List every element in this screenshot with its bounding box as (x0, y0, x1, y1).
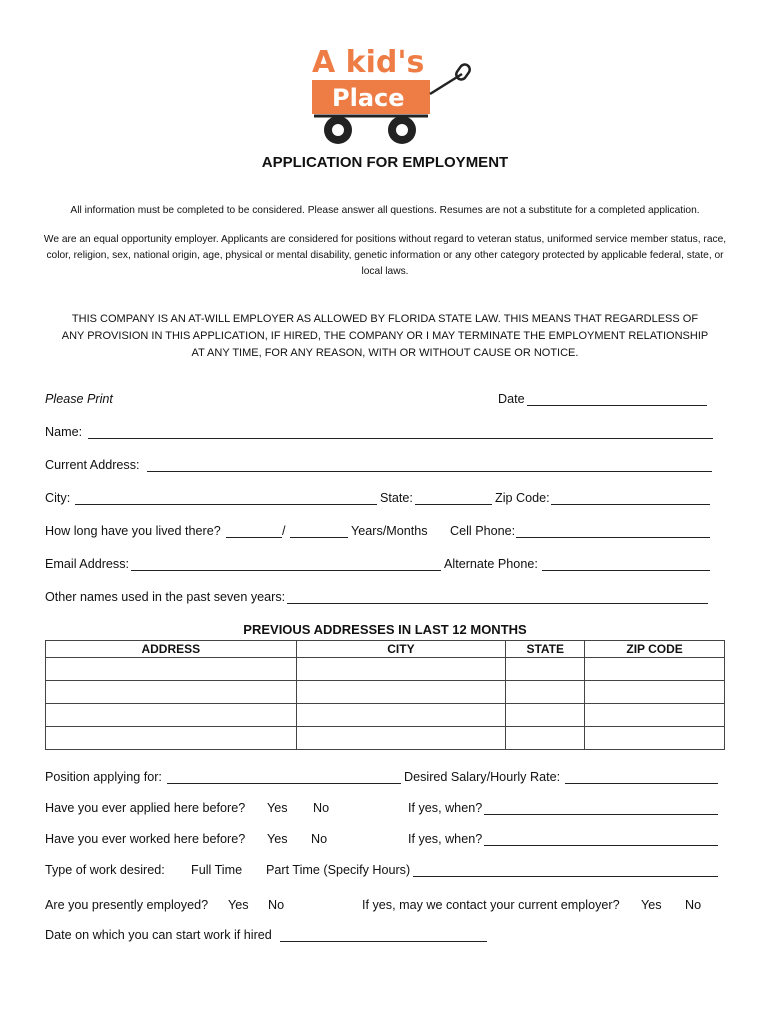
city-cell[interactable] (296, 704, 506, 727)
table-row (46, 658, 725, 681)
may-contact-no-option[interactable]: No (685, 898, 702, 912)
at-will-statement: THIS COMPANY IS AN AT-WILL EMPLOYER AS ALLOWED BY FLORIDA STATE LAW. THIS MEANS THAT REGARDLESS OF ANY PROVISION IN THIS APPLICATION, IF HIRED, THE COMPANY OR I MAY TERMINATE THE EMPLOYMENT RELATIONSHIP AT ANY TIME, FOR ANY REASON, WITH OR WITHOUT CAUSE OR NOTICE. (61, 313, 709, 359)
other-names-label: Other names used in the past seven years: (45, 590, 286, 604)
presently-employed-label: Are you presently employed? (45, 898, 209, 912)
logo-line2: Place (332, 84, 405, 112)
name-label: Name: (45, 425, 83, 439)
position-label: Position applying for: (45, 770, 162, 784)
may-contact-yes-option[interactable]: Yes (641, 898, 662, 912)
please-print-label: Please Print (45, 392, 113, 406)
city-field[interactable] (75, 504, 377, 505)
state-label: State: (380, 491, 413, 505)
presently-employed-no-option[interactable]: No (268, 898, 285, 912)
wagon-logo-graphic (300, 40, 480, 152)
table-row (46, 681, 725, 704)
date-label: Date (498, 392, 525, 406)
state-cell[interactable] (506, 658, 585, 681)
applied-when-field[interactable] (484, 814, 718, 815)
alternate-phone-label: Alternate Phone: (444, 557, 538, 571)
intro-instructions: All information must be completed to be considered. Please answer all questions. Resumes are not a substitute for a completed application. (70, 205, 700, 216)
email-field[interactable] (131, 570, 441, 571)
city-label: City: (45, 491, 71, 505)
table-header-row (46, 641, 725, 658)
years-months-label: Years/Months (351, 524, 428, 538)
column-header-zip: ZIP CODE (585, 641, 725, 658)
page-title: APPLICATION FOR EMPLOYMENT (261, 154, 509, 171)
salary-field[interactable] (565, 783, 718, 784)
how-long-label: How long have you lived there? (45, 524, 221, 538)
table-row (46, 704, 725, 727)
salary-label: Desired Salary/Hourly Rate: (404, 770, 561, 784)
address-cell[interactable] (46, 727, 297, 750)
zip-cell[interactable] (585, 658, 725, 681)
hours-field[interactable] (413, 876, 718, 877)
city-cell[interactable] (296, 681, 506, 704)
applied-before-label: Have you ever applied here before? (45, 801, 246, 815)
zip-cell[interactable] (585, 681, 725, 704)
city-cell[interactable] (296, 727, 506, 750)
slash-separator: / (282, 524, 286, 538)
state-cell[interactable] (506, 727, 585, 750)
logo-wheel-left-hub (332, 124, 344, 136)
cell-phone-label: Cell Phone: (450, 524, 516, 538)
city-cell[interactable] (296, 658, 506, 681)
name-field[interactable] (88, 438, 713, 439)
email-label: Email Address: (45, 557, 129, 571)
current-address-label: Current Address: (45, 458, 140, 472)
applied-before-no-option[interactable]: No (313, 801, 330, 815)
years-field[interactable] (226, 537, 282, 538)
eeo-statement: We are an equal opportunity employer. Applicants are considered for positions without regard to veteran status, uniformed service member status, race, color, religion, sex, national origin, age, physical or mental disability, genetic information or any other category protected by applicable federal, state, or local laws. (43, 234, 727, 277)
worked-before-yes-option[interactable]: Yes (267, 832, 288, 846)
column-header-city: CITY (296, 641, 506, 658)
other-names-field[interactable] (287, 603, 708, 604)
worked-before-no-option[interactable]: No (311, 832, 328, 846)
months-field[interactable] (290, 537, 348, 538)
applied-when-label: If yes, when? (408, 801, 483, 815)
date-field[interactable] (527, 405, 707, 406)
worked-when-field[interactable] (484, 845, 718, 846)
may-contact-label: If yes, may we contact your current employer? (362, 898, 620, 912)
previous-addresses-title: PREVIOUS ADDRESSES IN LAST 12 MONTHS (243, 622, 527, 637)
zip-cell[interactable] (585, 727, 725, 750)
address-cell[interactable] (46, 704, 297, 727)
type-of-work-label: Type of work desired: (45, 863, 165, 877)
state-cell[interactable] (506, 704, 585, 727)
position-field[interactable] (167, 783, 401, 784)
state-cell[interactable] (506, 681, 585, 704)
address-cell[interactable] (46, 658, 297, 681)
column-header-state: STATE (506, 641, 585, 658)
logo-handle-grip (454, 63, 471, 82)
previous-addresses-table (45, 640, 725, 750)
current-address-field[interactable] (147, 471, 712, 472)
alternate-phone-field[interactable] (542, 570, 710, 571)
presently-employed-yes-option[interactable]: Yes (228, 898, 249, 912)
worked-before-label: Have you ever worked here before? (45, 832, 246, 846)
column-header-address: ADDRESS (46, 641, 297, 658)
table-row (46, 727, 725, 750)
logo-wheel-right-hub (396, 124, 408, 136)
logo-line1: A kid's (312, 45, 425, 80)
company-logo (300, 40, 480, 152)
zip-label: Zip Code: (495, 491, 550, 505)
part-time-option[interactable]: Part Time (Specify Hours) (266, 863, 411, 877)
full-time-option[interactable]: Full Time (191, 863, 243, 877)
applied-before-yes-option[interactable]: Yes (267, 801, 288, 815)
zip-cell[interactable] (585, 704, 725, 727)
zip-field[interactable] (551, 504, 710, 505)
start-date-label: Date on which you can start work if hired (45, 928, 272, 942)
state-field[interactable] (415, 504, 492, 505)
worked-when-label: If yes, when? (408, 832, 483, 846)
cell-phone-field[interactable] (516, 537, 710, 538)
address-cell[interactable] (46, 681, 297, 704)
start-date-field[interactable] (280, 941, 487, 942)
